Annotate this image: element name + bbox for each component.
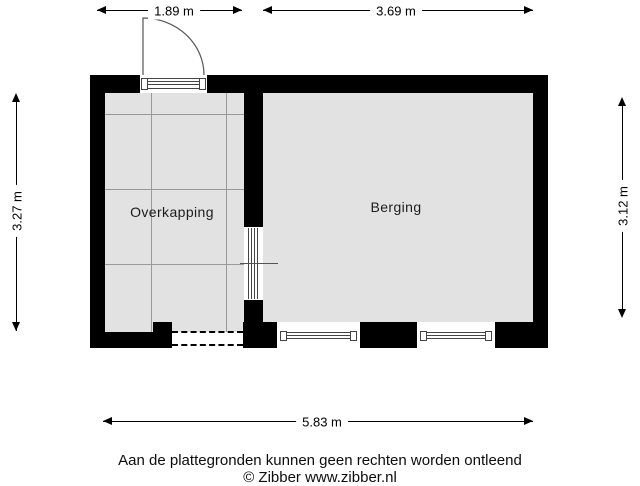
arrow-icon xyxy=(524,6,533,14)
door-opening xyxy=(140,75,207,93)
dimension-label-top-left: 1.89 m xyxy=(148,3,200,20)
window-bottom-left xyxy=(277,322,360,347)
window-glazing-line xyxy=(426,332,486,333)
wall-right xyxy=(533,75,548,348)
door-frame-line xyxy=(148,81,199,82)
door-frame-line xyxy=(148,84,199,85)
door-swing-arc xyxy=(140,17,207,76)
dimension-label-top-right: 3.69 m xyxy=(370,3,422,20)
arrow-icon xyxy=(233,6,242,14)
arrow-icon xyxy=(103,417,112,425)
wall-top-right xyxy=(207,75,548,93)
tile-grid-line xyxy=(105,264,244,265)
open-side-dashed-line xyxy=(172,344,243,346)
wall-bottom-step xyxy=(153,322,172,348)
tile-grid-line xyxy=(226,93,227,332)
open-side-dashed-line xyxy=(172,331,243,333)
wall-bottom-right-corner xyxy=(495,322,548,348)
room-label-berging: Berging xyxy=(370,199,422,215)
window-bottom-right xyxy=(417,322,495,347)
window-glazing-line xyxy=(286,335,351,336)
window-glazing-line xyxy=(426,335,486,336)
window-glazing-line xyxy=(286,332,351,333)
arrow-icon xyxy=(618,97,626,106)
wall-divider-lower xyxy=(244,300,263,332)
arrow-icon xyxy=(263,6,272,14)
dimension-label-left: 3.27 m xyxy=(9,185,26,237)
dimension-label-bottom: 5.83 m xyxy=(296,414,348,431)
arrow-icon xyxy=(12,322,20,331)
door-jamb-right xyxy=(199,78,206,90)
footer-disclaimer: Aan de plattegronden kunnen geen rechten worden ontleend xyxy=(118,452,522,469)
window-glazing-line xyxy=(286,338,351,339)
door-jamb-left xyxy=(141,78,148,90)
tile-grid-line xyxy=(105,189,244,190)
tile-grid-line xyxy=(105,114,244,115)
wall-divider-upper xyxy=(244,93,263,227)
door-frame-line xyxy=(142,88,205,89)
wall-bottom-pier xyxy=(360,322,417,348)
wall-left xyxy=(90,75,105,348)
window-jamb xyxy=(485,331,492,341)
window-sill-line xyxy=(240,263,278,264)
room-label-overkapping: Overkapping xyxy=(130,204,214,220)
footer-credit: © Zibber www.zibber.nl xyxy=(243,469,397,486)
arrow-icon xyxy=(12,93,20,102)
dimension-label-right: 3.12 m xyxy=(615,180,632,232)
arrow-icon xyxy=(97,6,106,14)
window-jamb xyxy=(350,331,357,341)
arrow-icon xyxy=(524,417,533,425)
window-glazing-line xyxy=(426,338,486,339)
door-frame-line xyxy=(142,78,205,79)
arrow-icon xyxy=(618,309,626,318)
